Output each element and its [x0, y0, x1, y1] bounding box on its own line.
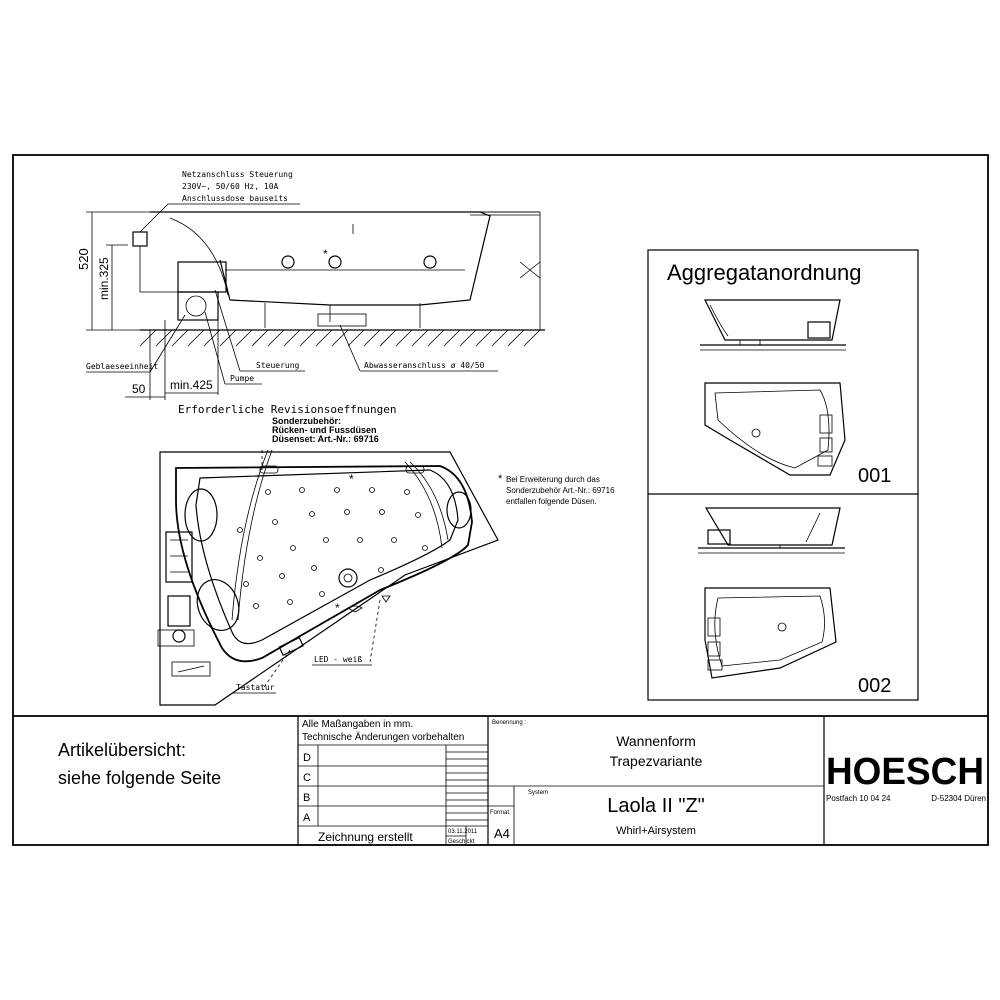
system-label: System	[528, 790, 549, 796]
note-line-2: Sonderzubehör Art.-Nr.: 69716	[506, 486, 615, 495]
jet-icon	[282, 256, 294, 268]
benennung-label: Benennung :	[492, 720, 527, 726]
variant-001-label: 001	[858, 465, 892, 487]
dim-min-425-label: min.425	[170, 378, 213, 392]
product-name: Laola II "Z"	[607, 795, 705, 817]
accessory-line-1: Sonderzubehör:	[272, 416, 341, 426]
pump-label: Pumpe	[230, 374, 255, 383]
power-label-1: Netzanschluss Steuerung	[182, 170, 293, 179]
note-star: *	[498, 473, 503, 485]
drawing-date: 03.11.2011	[448, 829, 478, 835]
plan-view-drawing	[158, 450, 498, 705]
accessory-line-2: Rücken- und Fussdüsen	[272, 425, 377, 435]
floor-hatch	[140, 330, 540, 346]
svg-text:*: *	[335, 601, 340, 615]
note-line-3: entfallen folgende Düsen.	[506, 497, 597, 506]
revision-c: C	[303, 772, 311, 784]
drain-label: Abwasseranschluss ø 40/50	[364, 361, 485, 370]
revision-d: D	[303, 752, 311, 764]
svg-text:*: *	[323, 247, 328, 261]
dimension-note-line-2: Technische Änderungen vorbehalten	[302, 732, 465, 743]
dim-height-label: 520	[76, 248, 91, 270]
article-overview-line-2: siehe folgende Seite	[58, 768, 222, 788]
power-label-3: Anschlussdose bauseits	[182, 194, 288, 203]
format-label: Format	[490, 810, 510, 816]
power-socket-icon	[133, 232, 147, 246]
title-block	[58, 716, 986, 845]
jet-icon	[329, 256, 341, 268]
led-label: LED - weiß	[314, 655, 363, 664]
side-view-drawing	[76, 170, 545, 416]
variant-002-label: 002	[858, 675, 892, 697]
accessory-line-3: Düsenset: Art.-Nr.: 69716	[272, 434, 379, 444]
dim-min-height-label: min.325	[97, 257, 111, 300]
power-label-2: 230V~, 50/60 Hz, 10A	[182, 182, 279, 191]
name-line-1: Wannenform	[616, 733, 696, 749]
blower-label: Geblaeseeinheit	[86, 362, 159, 371]
format-value: A4	[494, 826, 510, 841]
keyboard-label: Tastatur	[236, 683, 275, 692]
drawing-created-label: Zeichnung erstellt	[318, 830, 413, 844]
dimension-note-line-1: Alle Maßangaben in mm.	[302, 719, 414, 730]
article-overview-line-1: Artikelübersicht:	[58, 740, 187, 760]
air-jet-dots	[238, 488, 428, 609]
drain-icon	[339, 569, 357, 587]
product-subtitle: Whirl+Airsystem	[616, 825, 696, 837]
name-line-2: Trapezvariante	[609, 753, 703, 769]
jet-icon	[424, 256, 436, 268]
control-label: Steuerung	[256, 361, 300, 370]
revision-a: A	[303, 812, 311, 824]
postfach-label: Postfach 10 04 24	[826, 794, 891, 803]
svg-text:*: *	[349, 472, 354, 486]
note-line-1: Bei Erweiterung durch das	[506, 475, 600, 484]
aggregate-title: Aggregatanordnung	[667, 260, 862, 285]
dim-50-label: 50	[132, 382, 146, 396]
revision-b: B	[303, 792, 311, 804]
address-label: D-52304 Düren	[931, 794, 986, 803]
brand-logo: HOESCH	[826, 751, 984, 793]
checked-label: Geschickt	[448, 839, 475, 845]
aggregate-panel	[648, 250, 918, 700]
revision-openings-label: Erforderliche Revisionsoeffnungen	[178, 403, 397, 416]
